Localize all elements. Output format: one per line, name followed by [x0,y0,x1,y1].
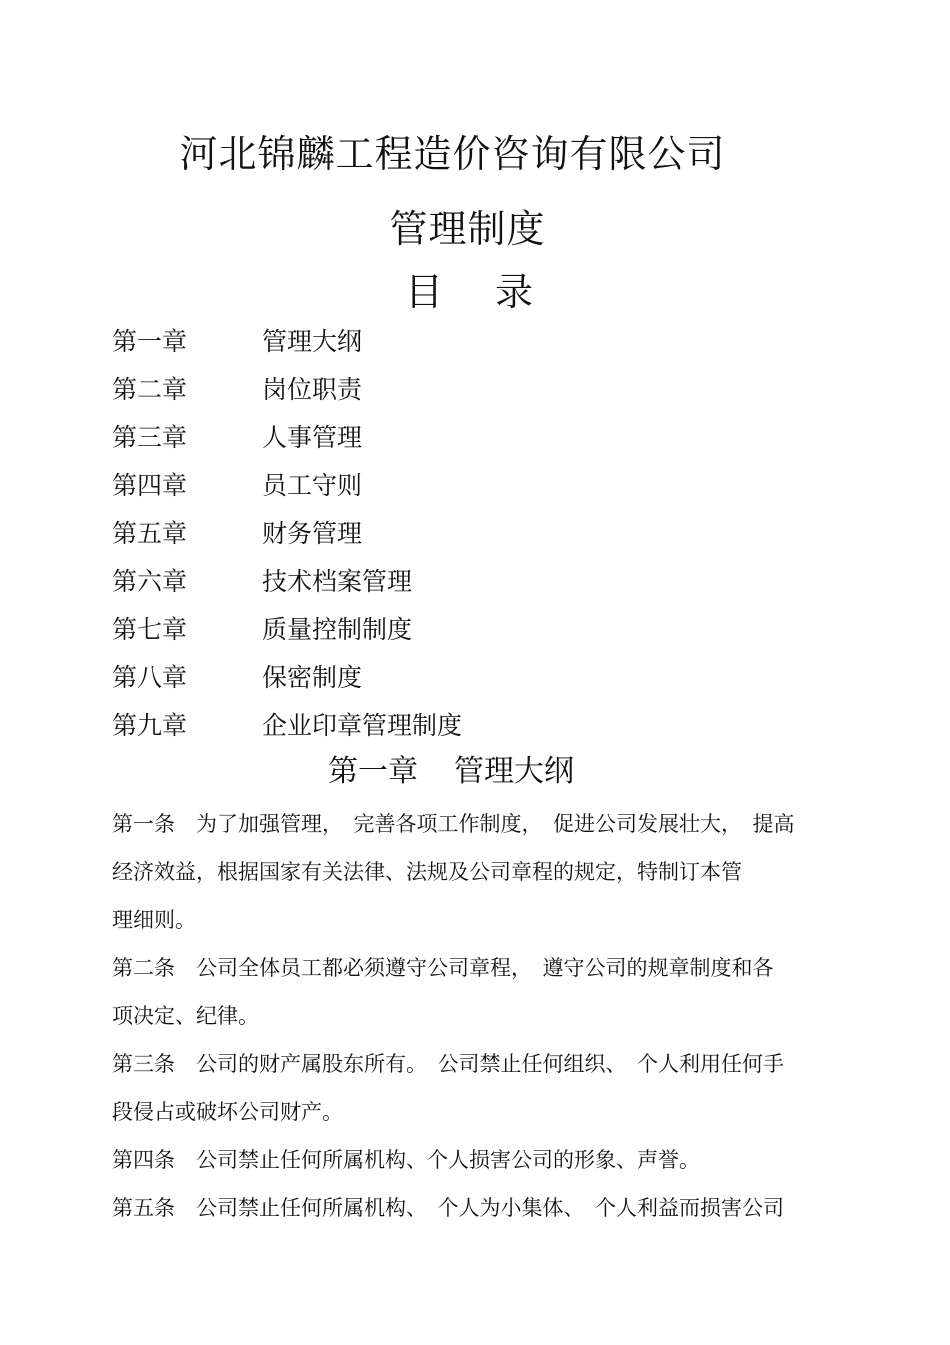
toc-item [112,464,832,512]
company-title: 河北锦麟工程造价咨询有限公司 [179,132,726,176]
toc-title: 技术档案管理 [262,567,413,596]
chapter-body [112,800,842,1232]
body-line: 段侵占或破坏公司财产。 [112,1100,343,1124]
toc-chapter: 第五章 [112,519,188,548]
toc-title: 岗位职责 [262,375,363,404]
toc-chapter: 第三章 [112,423,188,452]
toc-title: 管理大纲 [262,327,363,356]
toc-item [112,512,832,560]
document-title: 管理制度 [389,207,546,251]
toc-chapter: 第八章 [112,663,188,692]
toc-heading [405,266,533,318]
body-line: 第二条 公司全体员工都必须遵守公司章程， 遵守公司的规章制度和各 [112,956,774,980]
toc-item [112,560,832,608]
toc-chapter: 第九章 [112,711,188,740]
toc-chapter: 第二章 [112,375,188,404]
toc-chapter: 第四章 [112,471,188,500]
body-line: 理细则。 [112,908,196,932]
chapter-number: 第一章 [328,754,418,789]
chapter-title: 管理大纲 [454,754,574,789]
toc-heading-left: 目 [405,270,444,314]
toc-item [112,704,832,752]
toc-title: 质量控制制度 [262,615,413,644]
toc-title: 财务管理 [262,519,363,548]
toc-title: 人事管理 [262,423,363,452]
body-line: 第四条 公司禁止任何所属机构、个人损害公司的形象、声誉。 [112,1148,700,1172]
body-line: 项决定、纪律。 [112,1004,259,1028]
toc-title: 保密制度 [262,663,363,692]
body-line: 第一条 为了加强管理， 完善各项工作制度， 促进公司发展壮大， 提高 [112,812,795,836]
toc-item [112,608,832,656]
toc-item [112,368,832,416]
toc-item [112,656,832,704]
toc-chapter: 第一章 [112,327,188,356]
body-line: 第五条 公司禁止任何所属机构、 个人为小集体、 个人利益而损害公司 [112,1196,784,1220]
toc-chapter: 第七章 [112,615,188,644]
body-line: 经济效益，根据国家有关法律、法规及公司章程的规定，特制订本管 [112,860,742,884]
toc-title: 企业印章管理制度 [262,711,463,740]
toc-item [112,320,832,368]
chapter-heading [328,750,574,794]
toc-item [112,416,832,464]
toc-chapter: 第六章 [112,567,188,596]
body-line: 第三条 公司的财产属股东所有。 公司禁止任何组织、 个人利用任何手 [112,1052,784,1076]
toc-heading-right: 录 [495,270,534,314]
toc-title: 员工守则 [262,471,363,500]
table-of-contents [112,320,832,752]
